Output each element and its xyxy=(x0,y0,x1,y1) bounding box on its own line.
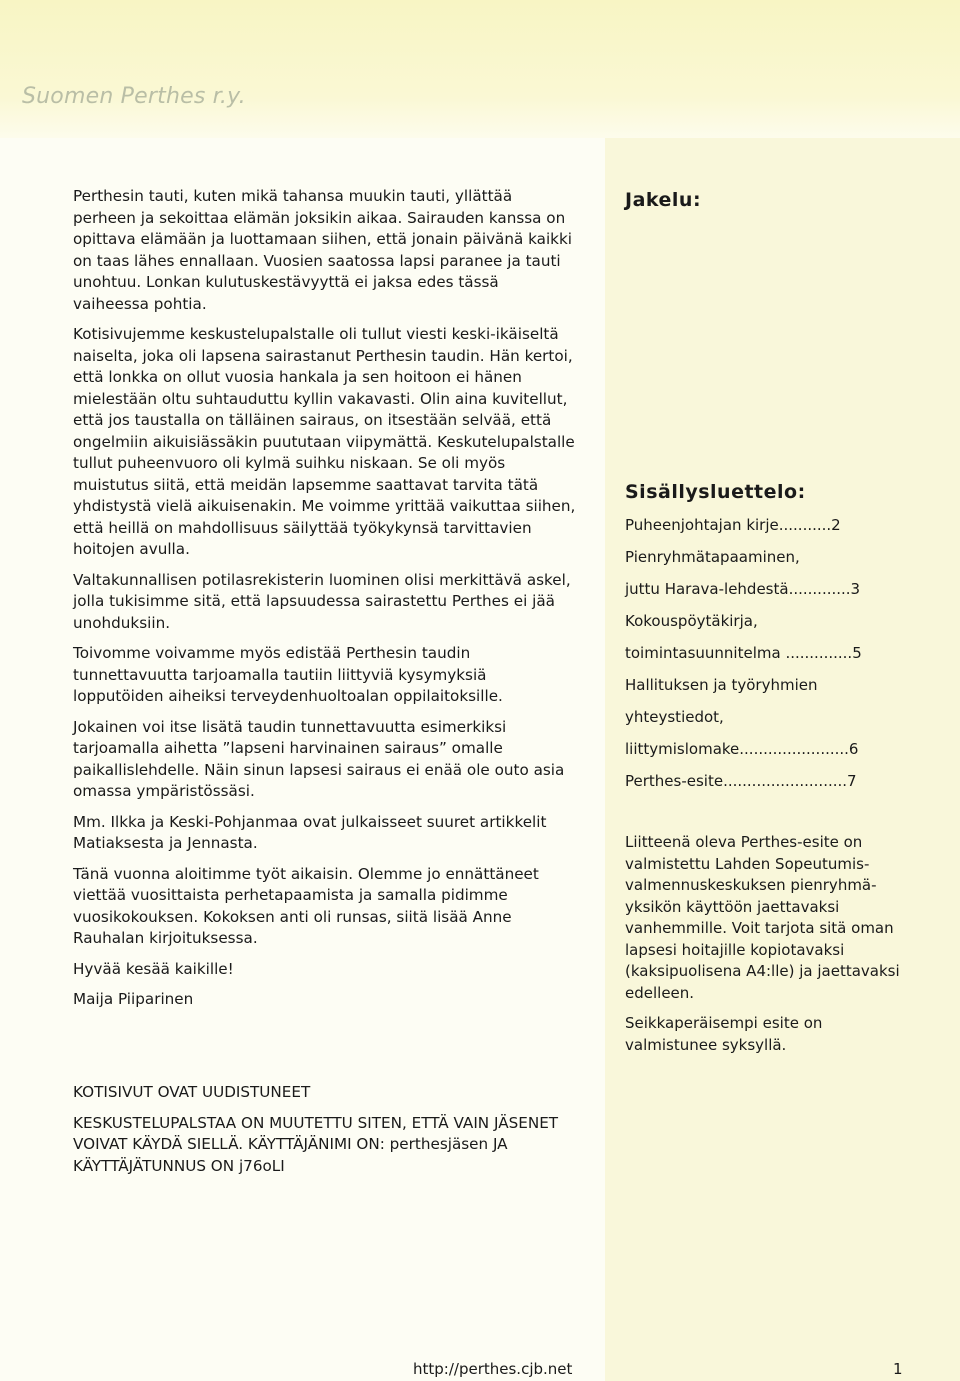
toc-entry: Kokouspöytäkirja, xyxy=(625,612,758,630)
article-column xyxy=(73,186,578,1020)
article-paragraph: Tänä vuonna aloitimme työt aikaisin. Olemme jo ennättäneet viettää vuosittaista perhetapaamista ja samalla pidimme vuosikokouksen. Kokoksen anti oli runsas, siitä lisää Anne Rauhalan kirjoituksessa. xyxy=(73,864,539,947)
closing-greeting: Hyvää kesää kaikille! xyxy=(73,959,234,978)
article-paragraph: Mm. Ilkka ja Keski-Pohjanmaa ovat julkaisseet suuret artikkelit Matiaksesta ja Jennasta. xyxy=(73,812,547,852)
article-paragraph: Kotisivujemme keskustelupalstalle oli tullut viesti keski-ikäiseltä naiselta, joka oli lapsena sairastanut Perthesin taudin. Hän kertoi, että lonkka on ollut vuosia hankala ja sen hoitoon ei hänen mielestään oltu suhtauduttu kyllin vakavasti. Olin aina kuvitellut, että jos taustalla on tälläinen sairaus, on itsestään selvää, että ongelmiin aikuisiässäkin puututaan viipymättä. Keskutelupalstalle tullut puheenvuoro oli kylmä suihku niskaan. Se oli myös muistutus siitä, että meidän lapsemme saattavat tarvita tätä yhdistystä vielä aikuisenakin. Me voimme yrittää vaikuttaa siihen, että heillä on mahdollisuus säilyttää työkykynsä tarvittavien hoitojen avulla. xyxy=(73,325,576,558)
toc-heading: Sisällysluettelo: xyxy=(625,481,806,503)
masthead-title: Suomen Perthes r.y. xyxy=(22,84,246,109)
toc-entry: Hallituksen ja työryhmien xyxy=(625,676,818,694)
article-paragraph: Jokainen voi itse lisätä taudin tunnettavuutta esimerkiksi tarjoamalla aihetta ”lapseni harvinainen sairaus” omalle paikallislehdelle. Näin sinun lapsesi sairaus ei enää ole outo asia omassa ympäristössäsi. xyxy=(73,717,565,800)
notice-headline: KOTISIVUT OVAT UUDISTUNEET xyxy=(73,1083,311,1101)
article-paragraph: Valtakunnallisen potilasrekisterin luominen olisi merkittävä askel, jolla tukisimme sitä, että lapsuudessa sairastettu Perthes ei jää unohduksiin. xyxy=(73,570,571,632)
footer-url: http://perthes.cjb.net xyxy=(413,1360,573,1378)
article-paragraph: Toivomme voivamme myös edistää Perthesin taudin tunnettavuutta tarjoamalla tautiin liittyviä kysymyksiä lopputöiden aiheiksi terveydenhuoltoalan oppilaitoksille. xyxy=(73,644,503,705)
attachment-note: Liitteenä oleva Perthes-esite on valmistettu Lahden Sopeutumis-valmennuskeskuksen pienryhmä-yksikön käyttöön jaettavaksi vanhemmille. Voit tarjota sitä oman lapsesi hoitajille kopiotavaksi (kaksipuolisena A4:lle) ja jaettavaksi edelleen. xyxy=(625,833,900,1002)
header-band xyxy=(0,0,960,138)
toc-entry: juttu Harava-lehdestä.............3 xyxy=(625,580,861,598)
toc-entry: Puheenjohtajan kirje...........2 xyxy=(625,516,841,534)
article-paragraph: Perthesin tauti, kuten mikä tahansa muukin tauti, yllättää perheen ja sekoittaa elämän joksikin aikaa. Sairauden kanssa on opittava elämään ja luottamaan siihen, että jonain päivänä kaikki on taas lähes ennallaan. Vuosien saatossa lapsi paranee ja tauti unohtuu. Lonkan kulutuskestävyyttä ei jaksa edes tässä vaiheessa pohtia. xyxy=(73,187,572,313)
attachment-note: Seikkaperäisempi esite on valmistunee syksyllä. xyxy=(625,1014,823,1054)
notice-block xyxy=(73,1082,593,1186)
toc-entry: toimintasuunnitelma ..............5 xyxy=(625,644,862,662)
page-number: 1 xyxy=(893,1360,903,1378)
toc-entry: Perthes-esite..........................7 xyxy=(625,772,857,790)
table-of-contents xyxy=(625,514,925,802)
toc-entry: Pienryhmätapaaminen, xyxy=(625,548,800,566)
jakelu-heading: Jakelu: xyxy=(625,189,702,211)
toc-entry: yhteystiedot, xyxy=(625,708,724,726)
notice-body: KESKUSTELUPALSTAA ON MUUTETTU SITEN, ETTÄ VAIN JÄSENET VOIVAT KÄYDÄ SIELLÄ. KÄYTTÄJÄNIMI ON: perthesjäsen JA KÄYTTÄJÄTUNNUS ON j76oLI xyxy=(73,1113,559,1175)
toc-entry: liittymislomake.......................6 xyxy=(625,740,859,758)
attachment-notes xyxy=(625,832,900,1065)
author-signature: Maija Piiparinen xyxy=(73,990,194,1008)
